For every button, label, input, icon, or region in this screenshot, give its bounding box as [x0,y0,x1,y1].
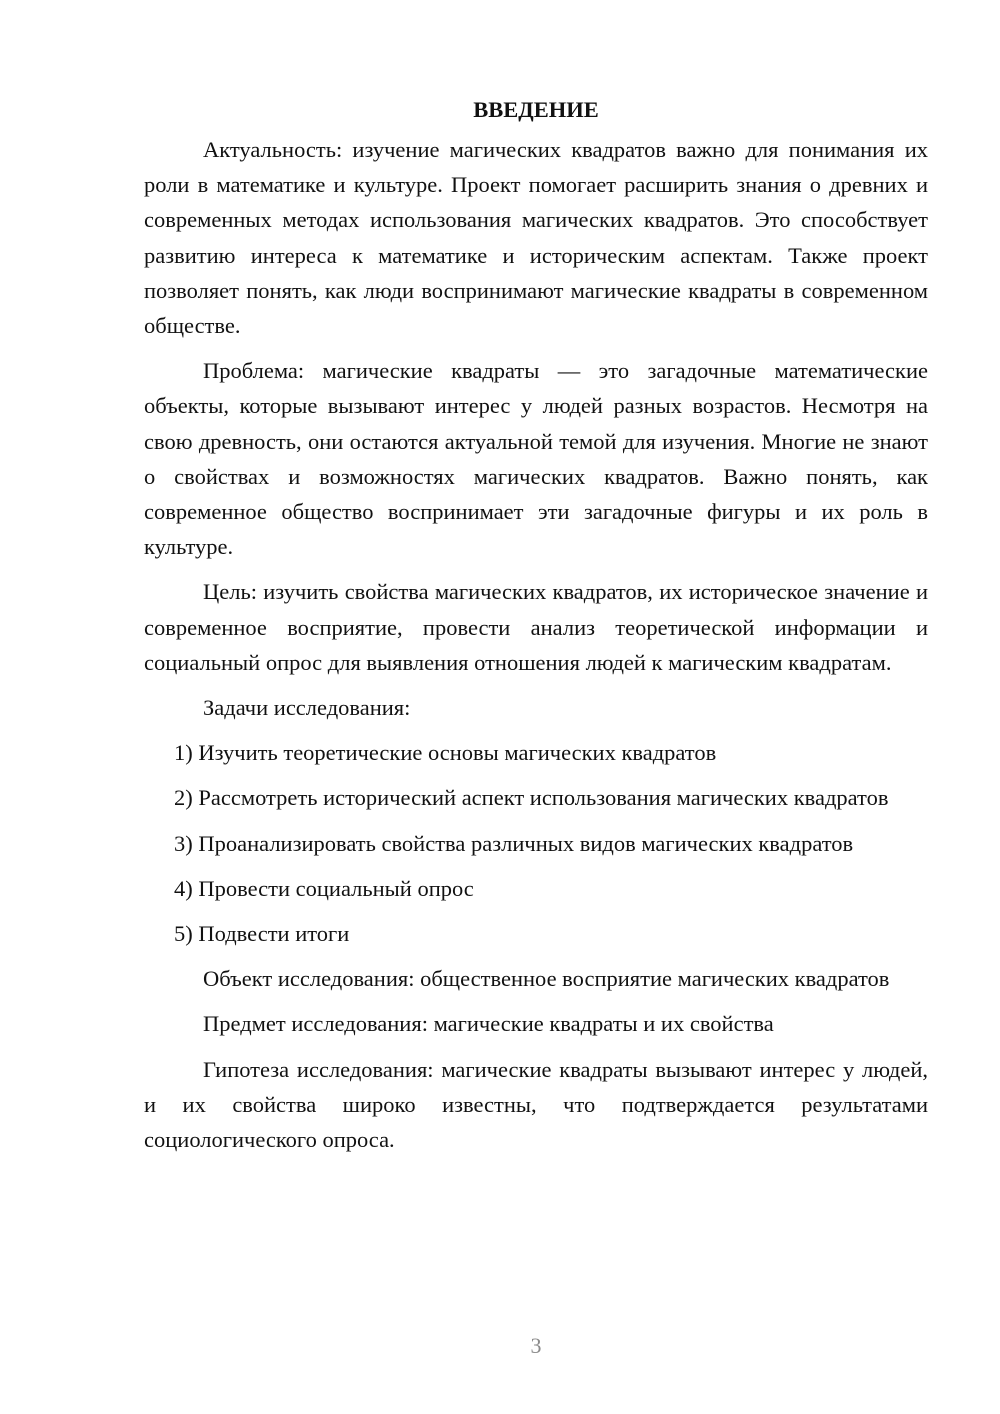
research-object-paragraph: Объект исследования: общественное восприятие магических квадратов [203,966,890,992]
task-item: 1) Изучить теоретические основы магических квадратов [174,740,717,766]
section-title: ВВЕДЕНИЕ [473,97,599,122]
task-item: 2) Рассмотреть исторический аспект использования магических квадратов [174,785,889,811]
tasks-heading: Задачи исследования: [203,695,411,721]
task-item: 5) Подвести итоги [174,921,350,947]
relevance-paragraph: Актуальность: изучение магических квадратов важно для понимания их роли в математике и культуре. Проект помогает расширить знания о древних и современных методах использования магических квадратов. Это способствует развитию интереса к математике и историческим аспектам. Также проект позволяет понять, как люди воспринимают магические квадраты в современном обществе. [144,137,928,339]
task-item: 3) Проанализировать свойства различных видов магических квадратов [174,830,854,856]
task-item: 4) Провести социальный опрос [174,875,474,901]
page-number: 3 [530,1333,542,1358]
tasks-list [144,735,928,951]
research-subject-paragraph: Предмет исследования: магические квадраты и их свойства [203,1011,774,1037]
hypothesis-paragraph: Гипотеза исследования: магические квадраты вызывают интерес у людей, и их свойства широко известны, что подтверждается результатами социологического опроса. [144,1056,928,1153]
document-body [144,92,928,1167]
problem-paragraph: Проблема: магические квадраты — это загадочные математические объекты, которые вызывают интерес у людей разных возрастов. Несмотря на свою древность, они остаются актуальной темой для изучения. Многие не знают о свойствах и возможностях магических квадратов. Важно понять, как современное общество воспринимает эти загадочные фигуры и их роль в культуре. [144,358,928,560]
goal-paragraph: Цель: изучить свойства магических квадратов, их историческое значение и современное восприятие, провести анализ теоретической информации и социальный опрос для выявления отношения людей к магическим квадратам. [144,579,928,675]
